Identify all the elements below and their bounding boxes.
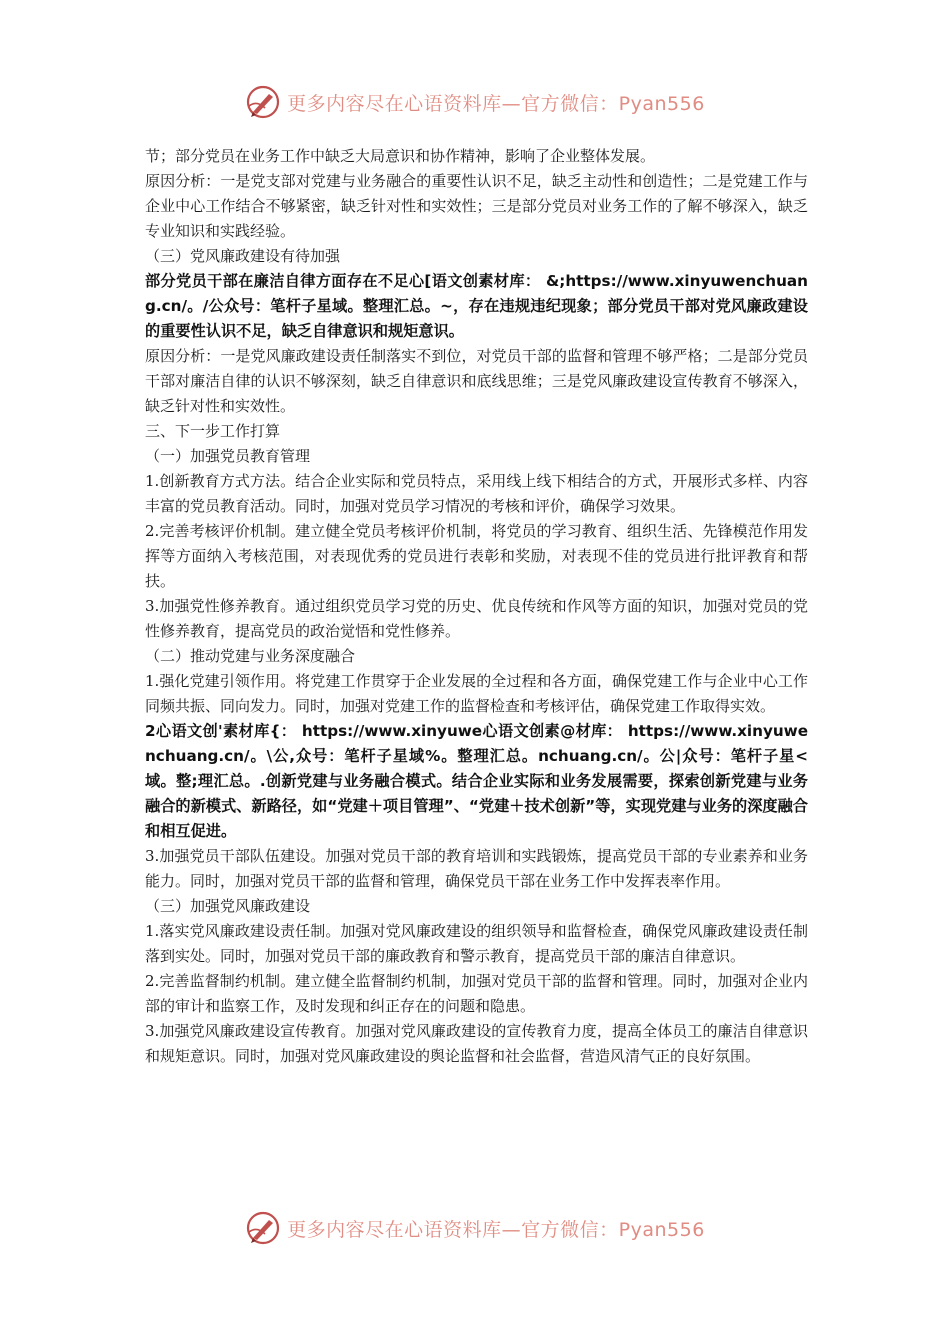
paragraph: 2心语文创'素材库{： https://www.xinyuwe心语文创素@材库： https://www.xinyuwenchuang.cn/。\公,众号：笔杆子星域%。整理汇总。nchuang.cn/。公|众号：笔杆子星<域。整;理汇总。.创新党建与业务融合模式。结合企业实际和业务发展需要，探索创新党建与业务融合的新模式、新路径，如“党建＋项目管理”、“党建＋技术创新”等，实现党建与业务的深度融合和相互促进。 (145, 722, 808, 840)
paragraph: 1.创新教育方式方法。结合企业实际和党员特点，采用线上线下相结合的方式，开展形式多样、内容丰富的党员教育活动。同时，加强对党员学习情况的考核和评价，确保学习效果。 (145, 472, 808, 515)
paragraph: （一）加强党员教育管理 (145, 447, 311, 465)
paragraph: 2.完善考核评价机制。建立健全党员考核评价机制，将党员的学习教育、组织生活、先锋模范作用发挥等方面纳入考核范围，对表现优秀的党员进行表彰和奖励，对表现不佳的党员进行批评教育和帮扶。 (145, 522, 808, 590)
paragraph: 节；部分党员在业务工作中缺乏大局意识和协作精神，影响了企业整体发展。 (145, 147, 656, 165)
paragraph: 三、下一步工作打算 (145, 422, 281, 440)
document-body (145, 144, 808, 1069)
paragraph: 3.加强党风廉政建设宣传教育。加强对党风廉政建设的宣传教育力度，提高全体员工的廉洁自律意识和规矩意识。同时，加强对党风廉政建设的舆论监督和社会监督，营造风清气正的良好氛围。 (145, 1022, 808, 1065)
paragraph: 3.加强党性修养教育。通过组织党员学习党的历史、优良传统和作风等方面的知识，加强对党员的党性修养教育，提高党员的政治觉悟和党性修养。 (145, 597, 808, 640)
paragraph: 1.强化党建引领作用。将党建工作贯穿于企业发展的全过程和各方面，确保党建工作与企业中心工作同频共振、同向发力。同时，加强对党建工作的监督检查和考核评估，确保党建工作取得实效。 (145, 672, 808, 715)
paragraph: 部分党员干部在廉洁自律方面存在不足心[语文创素材库： &;https://www.xinyuwenchuang.cn/。/公众号：笔杆子星域。整理汇总。~，存在违规违纪现象；部分党员干部对党风廉政建设的重要性认识不足，缺乏自律意识和规矩意识。 (145, 272, 808, 340)
paragraph: 1.落实党风廉政建设责任制。加强对党风廉政建设的组织领导和监督检查，确保党风廉政建设责任制落到实处。同时，加强对党员干部的廉政教育和警示教育，提高党员干部的廉洁自律意识。 (145, 922, 808, 965)
header-banner (0, 82, 950, 122)
paragraph: （三）加强党风廉政建设 (145, 897, 311, 915)
paragraph: 2.完善监督制约机制。建立健全监督制约机制，加强对党员干部的监督和管理。同时，加强对企业内部的审计和监察工作，及时发现和纠正存在的问题和隐患。 (145, 972, 808, 1015)
paragraph: （三）党风廉政建设有待加强 (145, 247, 341, 265)
paragraph: 原因分析：一是党支部对党建与业务融合的重要性认识不足，缺乏主动性和创造性；二是党建工作与企业中心工作结合不够紧密，缺乏针对性和实效性；三是部分党员对业务工作的了解不够深入，缺乏专业知识和实践经验。 (145, 172, 808, 240)
banner-text: 更多内容尽在心语资料库—官方微信：Pyan556 (287, 92, 705, 115)
paragraph: （二）推动党建与业务深度融合 (145, 647, 356, 665)
pen-logo-icon (245, 1210, 281, 1246)
banner-text: 更多内容尽在心语资料库—官方微信：Pyan556 (287, 1218, 705, 1241)
footer-banner (0, 1208, 950, 1248)
paragraph: 原因分析：一是党风廉政建设责任制落实不到位，对党员干部的监督和管理不够严格；二是部分党员干部对廉洁自律的认识不够深刻，缺乏自律意识和底线思维；三是党风廉政建设宣传教育不够深入，缺乏针对性和实效性。 (145, 347, 808, 415)
paragraph: 3.加强党员干部队伍建设。加强对党员干部的教育培训和实践锻炼，提高党员干部的专业素养和业务能力。同时，加强对党员干部的监督和管理，确保党员干部在业务工作中发挥表率作用。 (145, 847, 808, 890)
pen-logo-icon (245, 84, 281, 120)
